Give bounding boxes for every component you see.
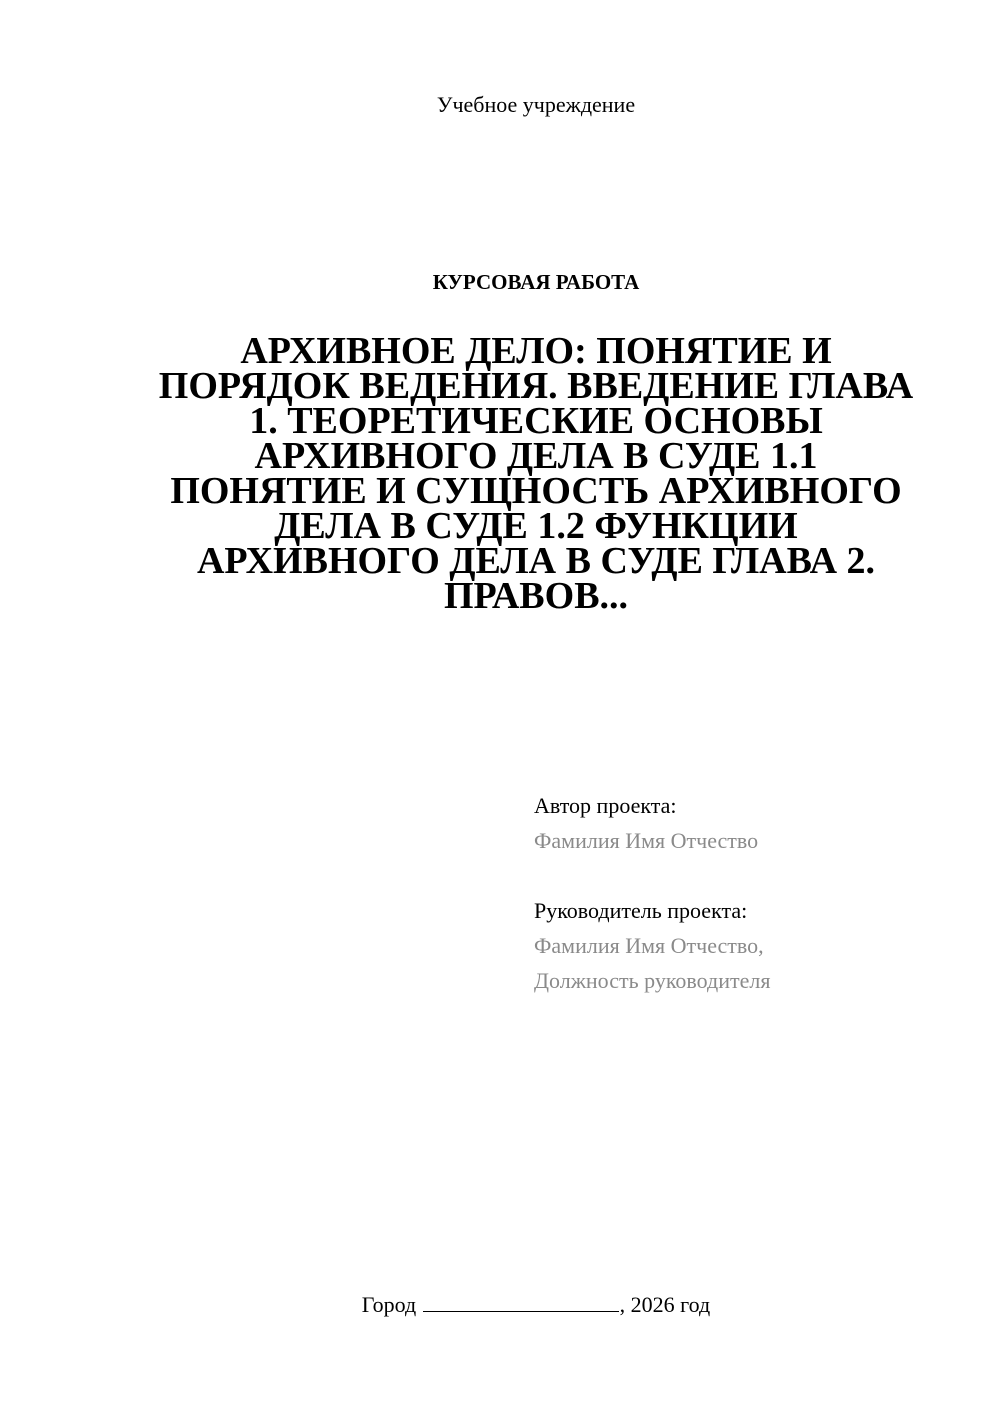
document-type: КУРСОВАЯ РАБОТА [432, 270, 640, 294]
author-label: Автор проекта: [534, 793, 677, 818]
title-line: АРХИВНОГО ДЕЛА В СУДЕ 1.1 [254, 435, 818, 477]
supervisor-name-placeholder: Фамилия Имя Отчество, [534, 933, 764, 958]
document-title [150, 330, 922, 617]
author-block [534, 788, 758, 858]
title-line: ПОНЯТИЕ И СУЩНОСТЬ АРХИВНОГО [170, 470, 902, 512]
city-year-line [0, 1290, 1000, 1320]
year-text: , 2026 год [619, 1292, 711, 1317]
title-line: ПОРЯДОК ВЕДЕНИЯ. ВВЕДЕНИЕ ГЛАВА [158, 365, 914, 407]
city-label: Город [361, 1292, 417, 1317]
city-blank-line [423, 1291, 619, 1312]
title-line: 1. ТЕОРЕТИЧЕСКИЕ ОСНОВЫ [249, 400, 823, 442]
title-line: ДЕЛА В СУДЕ 1.2 ФУНКЦИИ [274, 505, 798, 547]
supervisor-label: Руководитель проекта: [534, 898, 748, 923]
supervisor-position-placeholder: Должность руководителя [534, 968, 771, 993]
institution-name: Учебное учреждение [436, 92, 636, 117]
title-line: АРХИВНОЕ ДЕЛО: ПОНЯТИЕ И [240, 330, 832, 372]
author-name-placeholder: Фамилия Имя Отчество [534, 828, 759, 853]
title-line: АРХИВНОГО ДЕЛА В СУДЕ ГЛАВА 2. [196, 540, 876, 582]
supervisor-block [534, 893, 770, 998]
title-line: ПРАВОВ... [443, 575, 629, 617]
